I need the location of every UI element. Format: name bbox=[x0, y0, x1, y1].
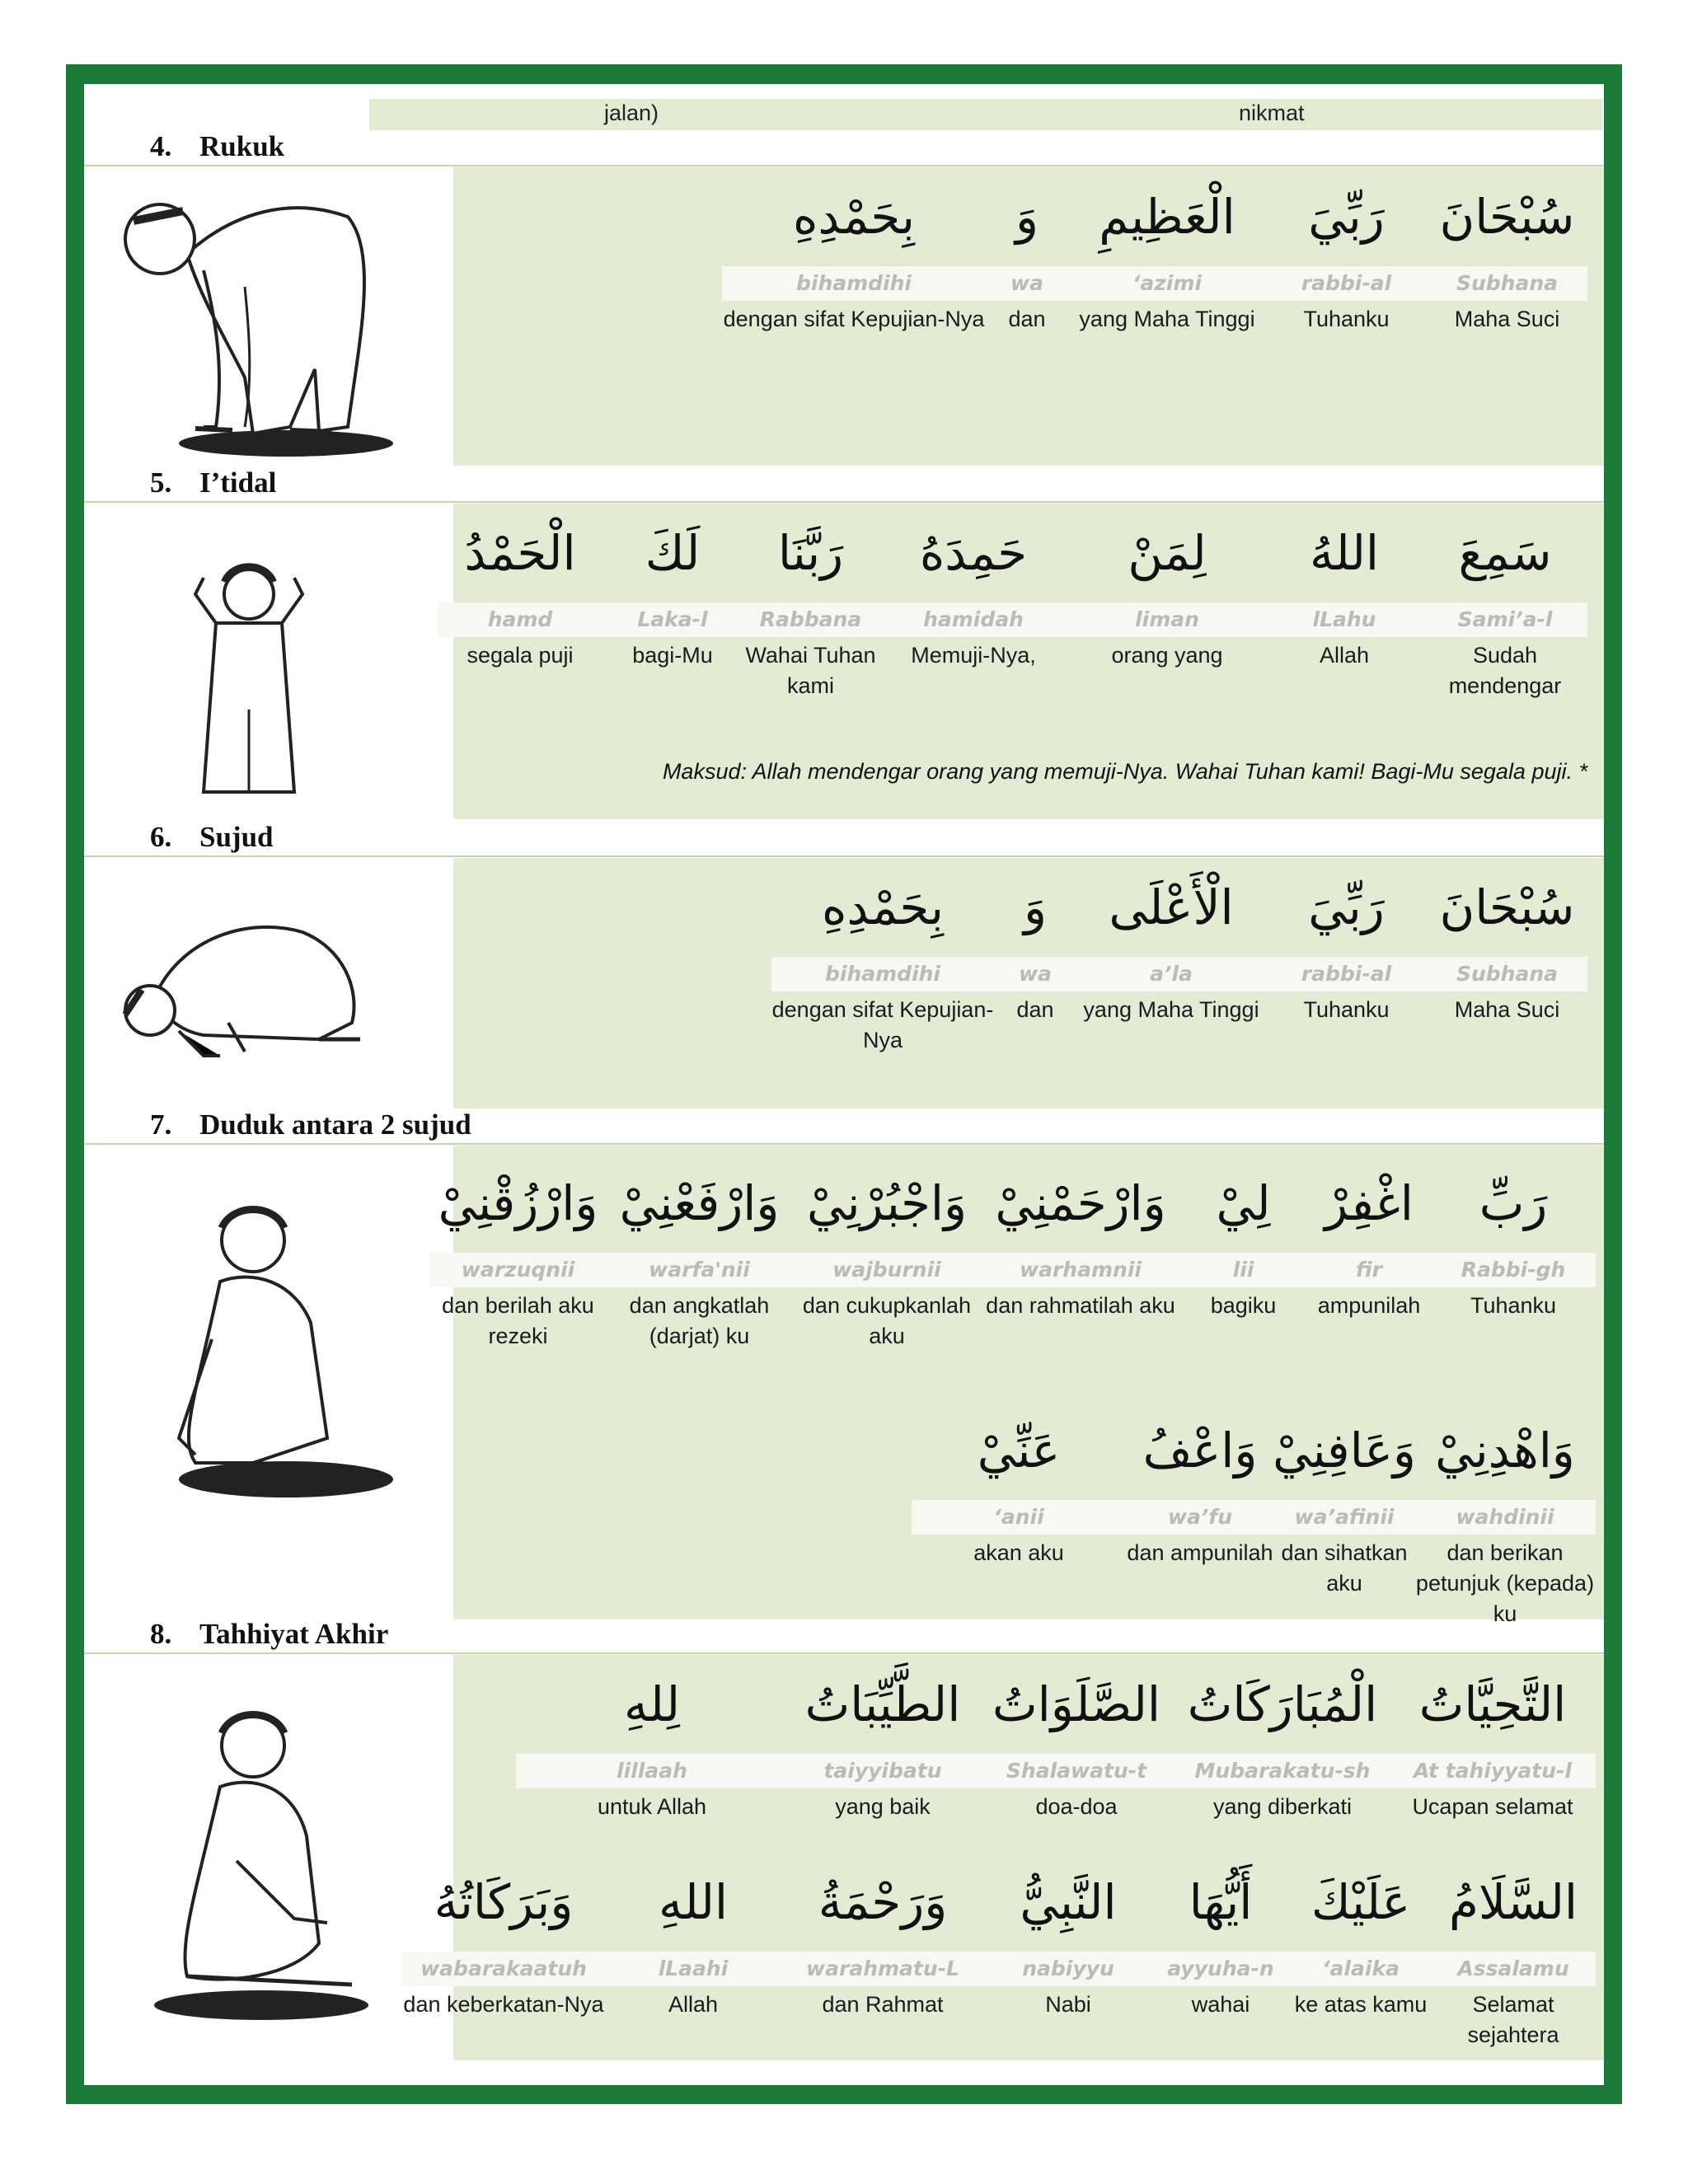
meaning: orang yang bbox=[1111, 643, 1223, 668]
meaning: doa-doa bbox=[1035, 1794, 1118, 1819]
word-column bbox=[1068, 520, 1266, 701]
transliteration: Shalawatu-t bbox=[978, 1754, 1175, 1788]
meaning: Selamat sejahtera bbox=[1467, 1992, 1559, 2047]
arabic-word: رَبِّ bbox=[1479, 1175, 1548, 1231]
section-itidal bbox=[84, 504, 1604, 819]
continuation-right: nikmat bbox=[1239, 101, 1305, 125]
duduk-figure bbox=[129, 1191, 393, 1504]
transliteration: bihamdihi bbox=[722, 266, 986, 301]
meaning: Tuhanku bbox=[1303, 997, 1390, 1022]
meaning: akan aku bbox=[973, 1540, 1064, 1565]
word-column bbox=[1151, 1869, 1291, 2050]
transliteration: Rabbi-gh bbox=[1431, 1253, 1596, 1287]
word-column bbox=[1175, 1671, 1390, 1822]
arabic-word: الْعَظِيمِ bbox=[1099, 189, 1236, 245]
section-number: 5. bbox=[150, 466, 172, 499]
arabic-word: الطَّيِّبَاتُ bbox=[804, 1676, 961, 1732]
arabic-word: أَيُّهَا bbox=[1189, 1874, 1253, 1930]
transliteration: warfa'nii bbox=[607, 1253, 792, 1287]
transliteration: lii bbox=[1179, 1253, 1307, 1287]
itidal-figure bbox=[175, 545, 323, 808]
continuation-strip bbox=[369, 99, 1602, 130]
transliteration: ʻazimi bbox=[1068, 266, 1266, 301]
arabic-word: لِمَنْ bbox=[1128, 525, 1207, 581]
transliteration: hamidah bbox=[879, 602, 1068, 637]
section-header bbox=[84, 1110, 1604, 1145]
transliteration: fir bbox=[1307, 1253, 1431, 1287]
word-column bbox=[792, 1170, 982, 1352]
meaning: dan bbox=[1008, 307, 1046, 331]
arabic-word: وَ bbox=[1023, 879, 1047, 935]
transliteration: Mubarakatu-sh bbox=[1175, 1754, 1390, 1788]
sujud-figure bbox=[105, 891, 368, 1064]
section-sujud bbox=[84, 858, 1604, 1108]
section-duduk bbox=[84, 1146, 1604, 1626]
arabic-word: رَبِّيَ bbox=[1308, 189, 1385, 245]
transliteration: lLahu bbox=[1266, 602, 1423, 637]
arabic-word: وَارْحَمْنِيْ bbox=[995, 1175, 1166, 1231]
transliteration: Sami’a-l bbox=[1423, 602, 1587, 637]
continuation-left: jalan) bbox=[604, 101, 659, 125]
transliteration: wahdinii bbox=[1414, 1500, 1596, 1535]
section-header bbox=[84, 823, 1604, 857]
meaning: Maha Suci bbox=[1454, 997, 1560, 1022]
meaning: Maha Suci bbox=[1454, 307, 1560, 331]
section-title: Sujud bbox=[199, 821, 274, 853]
arabic-word: الْمُبَارَكَاتُ bbox=[1187, 1676, 1378, 1732]
word-column bbox=[1076, 874, 1266, 1056]
meaning: dan berikan petunjuk (kepada) ku bbox=[1415, 1540, 1595, 1626]
word-column bbox=[1266, 184, 1427, 335]
word-column bbox=[879, 520, 1068, 701]
meaning: ampunilah bbox=[1317, 1293, 1421, 1318]
word-column bbox=[1266, 874, 1427, 1056]
transliteration: wajburnii bbox=[792, 1253, 982, 1287]
word-column bbox=[1390, 1671, 1596, 1822]
word-column bbox=[771, 874, 994, 1056]
word-column bbox=[743, 520, 879, 701]
word-column bbox=[603, 520, 743, 701]
section-tahhiyat bbox=[84, 1655, 1604, 2060]
arabic-word: عَلَيْكَ bbox=[1311, 1874, 1411, 1930]
meaning: dan bbox=[1016, 997, 1054, 1022]
section-header bbox=[84, 468, 1604, 503]
meaning: Allah bbox=[1319, 643, 1370, 668]
transliteration: nabiyyu bbox=[986, 1952, 1151, 1986]
word-column bbox=[912, 1418, 1126, 1629]
word-grid bbox=[722, 184, 1587, 335]
meaning-note: Maksud: Allah mendengar orang yang memuji-Nya. Wahai Tuhan kami! Bagi-Mu segala puji. * bbox=[662, 759, 1587, 784]
arabic-word: النَّبِيُّ bbox=[1020, 1874, 1117, 1930]
transliteration: a’la bbox=[1076, 957, 1266, 991]
arabic-word: وَ bbox=[1015, 189, 1039, 245]
arabic-word: رَبِّيَ bbox=[1308, 879, 1385, 935]
transliteration: rabbi-al bbox=[1266, 957, 1427, 991]
section-title: Rukuk bbox=[199, 130, 285, 162]
word-column bbox=[607, 1869, 780, 2050]
transliteration: taiyyibatu bbox=[788, 1754, 978, 1788]
meaning: Sudah mendengar bbox=[1448, 643, 1562, 698]
meaning: dan rahmatilah aku bbox=[986, 1293, 1175, 1318]
meaning: dan sihatkan aku bbox=[1281, 1540, 1408, 1596]
word-column bbox=[788, 1671, 978, 1822]
arabic-word: السَّلَامُ bbox=[1448, 1874, 1578, 1930]
meaning: Allah bbox=[668, 1992, 719, 2017]
section-title: Tahhiyat Akhir bbox=[199, 1618, 389, 1650]
arabic-word: لِلهِ bbox=[624, 1676, 680, 1732]
transliteration: Rabbana bbox=[743, 602, 879, 637]
transliteration: wa bbox=[986, 266, 1068, 301]
meaning: dan cukupkanlah aku bbox=[802, 1293, 972, 1348]
arabic-word: وَارْفَعْنِيْ bbox=[619, 1175, 780, 1231]
arabic-word: اللهِ bbox=[658, 1874, 729, 1930]
transliteration: ʻalaika bbox=[1291, 1952, 1431, 1986]
word-column bbox=[978, 1671, 1175, 1822]
transliteration: lLaahi bbox=[607, 1952, 780, 1986]
transliteration: hamd bbox=[438, 602, 603, 637]
arabic-word: وَاهْدِنِيْ bbox=[1435, 1422, 1575, 1479]
word-column bbox=[1126, 1418, 1274, 1629]
word-column bbox=[780, 1869, 986, 2050]
word-column bbox=[722, 184, 986, 335]
word-column bbox=[986, 1869, 1151, 2050]
arabic-word: لَكَ bbox=[645, 525, 701, 581]
meaning: Tuhanku bbox=[1303, 307, 1390, 331]
section-number: 7. bbox=[150, 1108, 172, 1141]
word-grid bbox=[429, 1170, 1596, 1352]
arabic-word: التَّحِيَّاتُ bbox=[1418, 1676, 1567, 1732]
arabic-word: وَارْزُقْنِيْ bbox=[438, 1175, 598, 1231]
transliteration: rabbi-al bbox=[1266, 266, 1427, 301]
transliteration: Subhana bbox=[1427, 266, 1587, 301]
arabic-word: عَنِّيْ bbox=[977, 1422, 1061, 1479]
tahhiyat-figure bbox=[129, 1696, 393, 2026]
arabic-word: الْحَمْدُ bbox=[464, 525, 576, 581]
transliteration: Laka-l bbox=[603, 602, 743, 637]
word-grid bbox=[912, 1418, 1596, 1629]
meaning: Ucapan selamat bbox=[1412, 1794, 1573, 1819]
section-rukuk bbox=[84, 167, 1604, 466]
meaning: Wahai Tuhan kami bbox=[745, 643, 876, 698]
arabic-word: بِحَمْدِهِ bbox=[822, 879, 944, 935]
word-grid bbox=[771, 874, 1587, 1056]
rukuk-figure bbox=[101, 180, 414, 460]
meaning: yang Maha Tinggi bbox=[1083, 997, 1259, 1022]
transliteration: ayyuha-n bbox=[1151, 1952, 1291, 1986]
word-column bbox=[1274, 1418, 1414, 1629]
transliteration: bihamdihi bbox=[771, 957, 994, 991]
transliteration: warhamnii bbox=[982, 1253, 1179, 1287]
word-column bbox=[1431, 1869, 1596, 2050]
meaning: bagi-Mu bbox=[632, 643, 713, 668]
word-column bbox=[607, 1170, 792, 1352]
transliteration: wa bbox=[994, 957, 1076, 991]
word-column bbox=[1068, 184, 1266, 335]
word-column bbox=[1431, 1170, 1596, 1352]
transliteration: warzuqnii bbox=[429, 1253, 607, 1287]
arabic-word: الصَّلَوَاتُ bbox=[992, 1676, 1160, 1732]
transliteration: warahmatu-L bbox=[780, 1952, 986, 1986]
meaning: segala puji bbox=[467, 643, 574, 668]
arabic-word: رَبَّنَا bbox=[777, 525, 844, 581]
word-grid bbox=[401, 1869, 1596, 2050]
meaning: yang diberkati bbox=[1212, 1794, 1353, 1819]
arabic-word: اغْفِرْ bbox=[1325, 1175, 1414, 1231]
word-column bbox=[438, 520, 603, 701]
word-column bbox=[516, 1671, 788, 1822]
word-column bbox=[1423, 520, 1587, 701]
meaning: yang baik bbox=[835, 1794, 931, 1819]
word-column bbox=[1266, 520, 1423, 701]
word-column bbox=[986, 184, 1068, 335]
arabic-word: سَمِعَ bbox=[1458, 525, 1552, 581]
section-number: 4. bbox=[150, 130, 172, 162]
arabic-word: لِيْ bbox=[1216, 1175, 1271, 1231]
transliteration: At tahiyyatu-l bbox=[1390, 1754, 1596, 1788]
meaning: yang Maha Tinggi bbox=[1079, 307, 1255, 331]
arabic-word: وَرَحْمَةُ bbox=[818, 1874, 948, 1930]
section-title: Duduk antara 2 sujud bbox=[199, 1108, 471, 1141]
meaning: bagiku bbox=[1210, 1293, 1277, 1318]
word-column bbox=[1414, 1418, 1596, 1629]
word-grid bbox=[516, 1671, 1596, 1822]
meaning: dan berilah aku rezeki bbox=[442, 1293, 594, 1348]
meaning: dan angkatlah (darjat) ku bbox=[629, 1293, 770, 1348]
arabic-word: اللهُ bbox=[1309, 525, 1380, 581]
meaning: ke atas kamu bbox=[1294, 1992, 1428, 2017]
meaning: dengan sifat Kepujian-Nya bbox=[771, 997, 994, 1052]
word-column bbox=[1179, 1170, 1307, 1352]
arabic-word: وَاعْفُ bbox=[1142, 1422, 1258, 1479]
section-header bbox=[84, 1619, 1604, 1654]
transliteration: ʻanii bbox=[912, 1500, 1126, 1535]
meaning: dan ampunilah bbox=[1127, 1540, 1273, 1565]
meaning: Nabi bbox=[1045, 1992, 1091, 2017]
meaning: untuk Allah bbox=[597, 1794, 707, 1819]
word-column bbox=[982, 1170, 1179, 1352]
arabic-word: وَبَرَكَاتُهُ bbox=[434, 1874, 574, 1930]
transliteration: lillaah bbox=[516, 1754, 788, 1788]
meaning: dan keberkatan-Nya bbox=[403, 1992, 604, 2017]
transliteration: wabarakaatuh bbox=[401, 1952, 607, 1986]
meaning: Tuhanku bbox=[1470, 1293, 1557, 1318]
word-column bbox=[401, 1869, 607, 2050]
arabic-word: وَاجْبُرْنِيْ bbox=[807, 1175, 967, 1231]
arabic-word: الْأَعْلَى bbox=[1109, 879, 1234, 935]
meaning: wahai bbox=[1191, 1992, 1250, 2017]
word-column bbox=[429, 1170, 607, 1352]
transliteration: Assalamu bbox=[1431, 1952, 1596, 1986]
arabic-word: سُبْحَانَ bbox=[1439, 189, 1575, 245]
transliteration: liman bbox=[1068, 602, 1266, 637]
word-column bbox=[1427, 874, 1587, 1056]
word-grid bbox=[438, 520, 1587, 701]
word-column bbox=[994, 874, 1076, 1056]
word-column bbox=[1427, 184, 1587, 335]
transliteration: wa’fu bbox=[1126, 1500, 1274, 1535]
arabic-word: حَمِدَهُ bbox=[919, 525, 1028, 581]
transliteration: Subhana bbox=[1427, 957, 1587, 991]
section-number: 8. bbox=[150, 1618, 172, 1650]
arabic-word: سُبْحَانَ bbox=[1439, 879, 1575, 935]
word-column bbox=[1291, 1869, 1431, 2050]
word-column bbox=[1307, 1170, 1431, 1352]
section-title: I’tidal bbox=[199, 466, 277, 499]
meaning: Memuji-Nya, bbox=[911, 643, 1036, 668]
arabic-word: بِحَمْدِهِ bbox=[793, 189, 915, 245]
meaning: dengan sifat Kepujian-Nya bbox=[723, 307, 985, 331]
arabic-word: وَعَافِنِيْ bbox=[1273, 1422, 1416, 1479]
transliteration: wa’afinii bbox=[1274, 1500, 1414, 1535]
section-header bbox=[84, 132, 1604, 166]
section-number: 6. bbox=[150, 821, 172, 853]
meaning: dan Rahmat bbox=[822, 1992, 944, 2017]
